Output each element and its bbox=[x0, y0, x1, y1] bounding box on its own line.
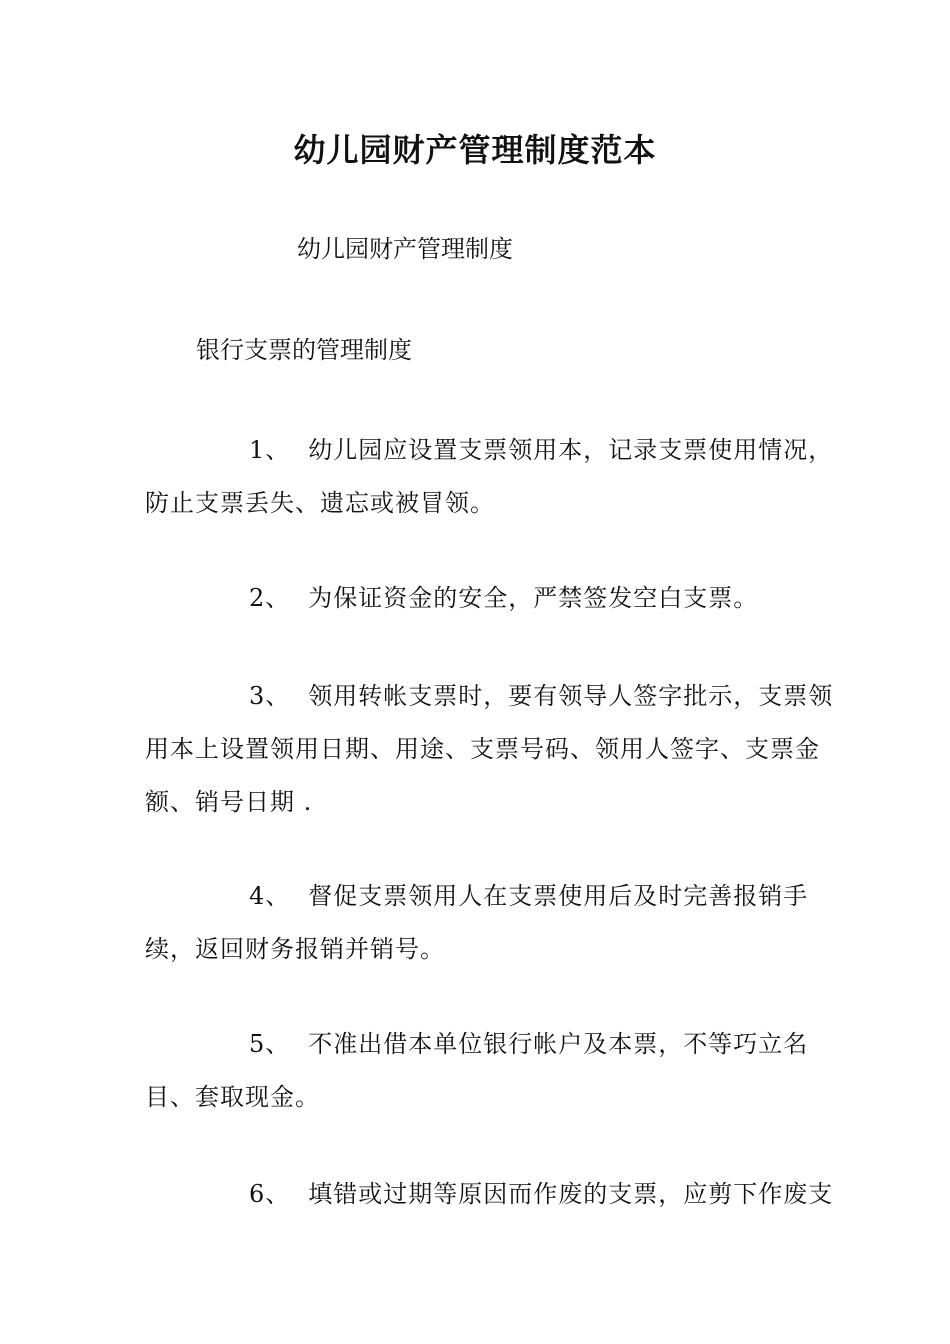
item-text: 填错或过期等原因而作废的支票，应剪下作废支 bbox=[308, 1180, 834, 1208]
item-number: 1、 bbox=[249, 436, 291, 464]
item-number: 3、 bbox=[249, 682, 291, 710]
item-text: 幼儿园应设置支票领用本，记录支票使用情况，防止支票丢失、遗忘或被冒领。 bbox=[145, 436, 834, 517]
document-subtitle: 幼儿园财产管理制度 bbox=[297, 235, 513, 263]
item-text: 不准出借本单位银行帐户及本票，不等巧立名目、套取现金。 bbox=[145, 1030, 809, 1111]
item-number: 2、 bbox=[249, 584, 291, 612]
item-number: 5、 bbox=[249, 1030, 291, 1058]
item-text: 为保证资金的安全，严禁签发空白支票。 bbox=[308, 584, 759, 612]
item-text: 领用转帐支票时，要有领导人签字批示，支票领用本上设置领用日期、用途、支票号码、领用人签字、支票金额、销号日期 . bbox=[145, 682, 834, 816]
list-item bbox=[145, 870, 835, 976]
list-item bbox=[145, 1168, 835, 1221]
list-item bbox=[145, 572, 835, 625]
item-number: 6、 bbox=[249, 1180, 291, 1208]
item-text: 督促支票领用人在支票使用后及时完善报销手续，返回财务报销并销号。 bbox=[145, 882, 809, 963]
section-heading: 银行支票的管理制度 bbox=[196, 336, 412, 364]
list-item bbox=[145, 424, 835, 530]
list-item bbox=[145, 1018, 835, 1124]
list-item bbox=[145, 670, 835, 829]
document-title: 幼儿园财产管理制度范本 bbox=[293, 131, 657, 169]
item-number: 4、 bbox=[249, 882, 291, 910]
